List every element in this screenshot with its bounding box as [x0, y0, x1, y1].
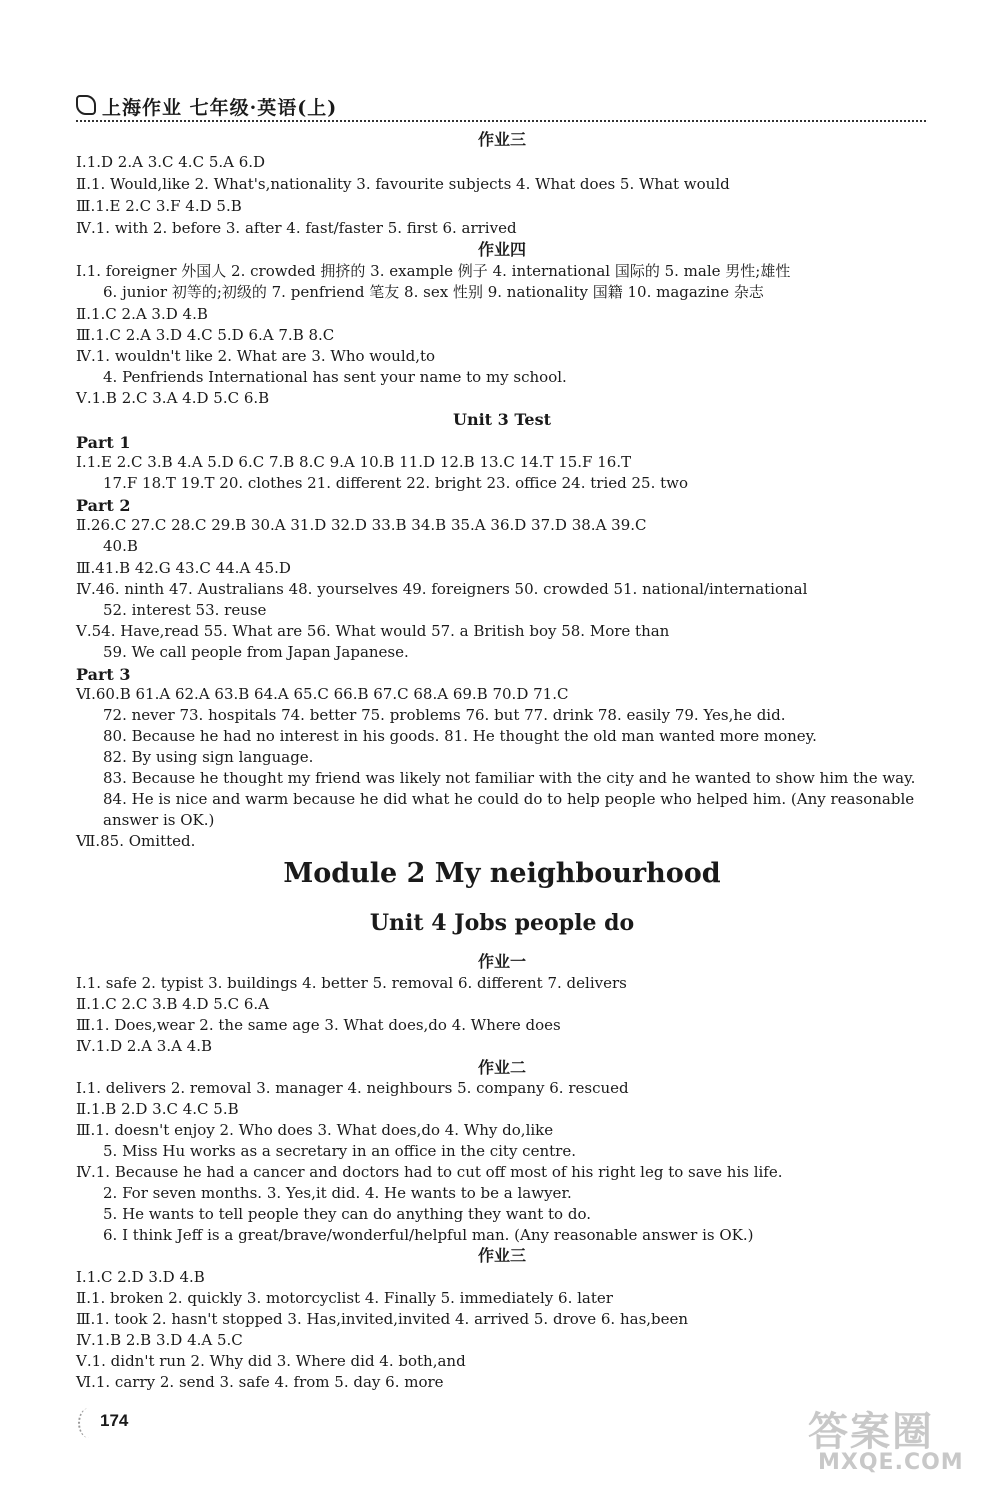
section-heading: Unit 3 Test: [453, 410, 551, 429]
answer-line: 17.F 18.T 19.T 20. clothes 21. different 22. bright 23. office 24. tried 25. two: [103, 474, 689, 492]
answer-line: Ⅲ.1.C 2.A 3.D 4.C 5.D 6.A 7.B 8.C: [76, 326, 335, 344]
watermark-url: MXQE.COM: [818, 1450, 964, 1475]
answer-line: Ⅱ.1. broken 2. quickly 3. motorcyclist 4. Finally 5. immediately 6. later: [76, 1289, 613, 1307]
answer-line: 80. Because he had no interest in his goods. 81. He thought the old man wanted more money.: [103, 727, 817, 745]
answer-line: 40.B: [103, 537, 138, 555]
answer-line: Ⅲ.1. took 2. hasn't stopped 3. Has,invited,invited 4. arrived 5. drove 6. has,been: [76, 1310, 689, 1328]
answer-line: Ⅲ.41.B 42.G 43.C 44.A 45.D: [76, 559, 291, 577]
answer-line: 59. We call people from Japan Japanese.: [103, 643, 409, 661]
answer-line: Ⅱ.1. Would,like 2. What's,nationality 3. favourite subjects 4. What does 5. What would: [76, 175, 730, 193]
answer-line: 52. interest 53. reuse: [103, 601, 267, 619]
answer-line: Ⅲ.1.E 2.C 3.F 4.D 5.B: [76, 197, 242, 215]
header-dotted-rule: [76, 120, 926, 122]
book-logo-icon: [76, 95, 96, 115]
answer-line: Ⅰ.1. safe 2. typist 3. buildings 4. better 5. removal 6. different 7. delivers: [76, 974, 627, 992]
answer-line: Ⅱ.26.C 27.C 28.C 29.B 30.A 31.D 32.D 33.B 34.B 35.A 36.D 37.D 38.A 39.C: [76, 516, 647, 534]
answer-line: Ⅱ.1.C 2.A 3.D 4.B: [76, 305, 208, 323]
answer-line: Ⅳ.1. Because he had a cancer and doctors had to cut off most of his right leg to save his life.: [76, 1163, 783, 1181]
answer-line: Ⅴ.54. Have,read 55. What are 56. What would 57. a British boy 58. More than: [76, 622, 670, 640]
section-heading: 作业二: [477, 1058, 526, 1077]
answer-line: 83. Because he thought my friend was likely not familiar with the city and he wanted to show him the way.: [103, 769, 916, 787]
answer-line: Ⅳ.1. wouldn't like 2. What are 3. Who would,to: [76, 347, 436, 365]
answer-line: Ⅵ.1. carry 2. send 3. safe 4. from 5. day 6. more: [76, 1373, 444, 1391]
module-title: Module 2 My neighbourhood: [283, 858, 721, 889]
answer-line: Ⅱ.1.C 2.C 3.B 4.D 5.C 6.A: [76, 995, 269, 1013]
answer-line: 5. Miss Hu works as a secretary in an office in the city centre.: [103, 1142, 576, 1160]
page-number-decoration: [78, 1408, 100, 1438]
answer-line: Ⅰ.1.C 2.D 3.D 4.B: [76, 1268, 205, 1286]
answer-line: 4. Penfriends International has sent your name to my school.: [103, 368, 567, 386]
answer-line: Ⅳ.1. with 2. before 3. after 4. fast/faster 5. first 6. arrived: [76, 219, 517, 237]
page-header: [76, 93, 926, 123]
answer-line: Ⅴ.1.B 2.C 3.A 4.D 5.C 6.B: [76, 389, 270, 407]
answer-line: Ⅲ.1. Does,wear 2. the same age 3. What does,do 4. Where does: [76, 1016, 561, 1034]
part-heading: Part 3: [76, 665, 131, 684]
answer-line: answer is OK.): [103, 811, 215, 829]
section-heading: 作业四: [477, 240, 526, 259]
watermark-logo-text: 答案圈: [808, 1409, 934, 1455]
answer-line: Ⅲ.1. doesn't enjoy 2. Who does 3. What does,do 4. Why do,like: [76, 1121, 554, 1139]
answer-line: 2. For seven months. 3. Yes,it did. 4. He wants to be a lawyer.: [103, 1184, 572, 1202]
answer-line: Ⅰ.1.E 2.C 3.B 4.A 5.D 6.C 7.B 8.C 9.A 10.B 11.D 12.B 13.C 14.T 15.F 16.T: [76, 453, 632, 471]
answer-line: 82. By using sign language.: [103, 748, 314, 766]
answer-line: 84. He is nice and warm because he did what he could do to help people who helped him. (Any reasonable: [103, 790, 915, 808]
answer-line: Ⅰ.1. foreigner 外国人 2. crowded 拥挤的 3. example 例子 4. international 国际的 5. male 男性;雄性: [76, 262, 791, 280]
answer-line: Ⅵ.60.B 61.A 62.A 63.B 64.A 65.C 66.B 67.C 68.A 69.B 70.D 71.C: [76, 685, 569, 703]
section-heading: 作业三: [477, 130, 526, 149]
answer-line: Ⅰ.1. delivers 2. removal 3. manager 4. neighbours 5. company 6. rescued: [76, 1079, 629, 1097]
page-number: 174: [100, 1411, 129, 1430]
answer-line: Ⅶ.85. Omitted.: [76, 832, 196, 850]
answer-line: Ⅳ.1.B 2.B 3.D 4.A 5.C: [76, 1331, 243, 1349]
part-heading: Part 1: [76, 433, 131, 452]
section-heading: 作业三: [477, 1246, 526, 1265]
answer-line: Ⅰ.1.D 2.A 3.C 4.C 5.A 6.D: [76, 153, 266, 171]
header-title: 上海作业 七年级·英语(上): [102, 97, 338, 119]
part-heading: Part 2: [76, 496, 131, 515]
answer-line: 5. He wants to tell people they can do anything they want to do.: [103, 1205, 591, 1223]
answer-line: Ⅳ.1.D 2.A 3.A 4.B: [76, 1037, 213, 1055]
watermark: [800, 1400, 990, 1480]
answer-line: Ⅴ.1. didn't run 2. Why did 3. Where did 4. both,and: [76, 1352, 466, 1370]
answer-line: 72. never 73. hospitals 74. better 75. problems 76. but 77. drink 78. easily 79. Yes,he did.: [103, 706, 786, 724]
answer-line: Ⅱ.1.B 2.D 3.C 4.C 5.B: [76, 1100, 239, 1118]
unit-title: Unit 4 Jobs people do: [369, 910, 635, 936]
section-heading: 作业一: [477, 952, 526, 971]
answer-line: 6. junior 初等的;初级的 7. penfriend 笔友 8. sex 性别 9. nationality 国籍 10. magazine 杂志: [103, 283, 764, 301]
answer-line: 6. I think Jeff is a great/brave/wonderful/helpful man. (Any reasonable answer is OK.): [103, 1226, 754, 1244]
answer-line: Ⅳ.46. ninth 47. Australians 48. yourselves 49. foreigners 50. crowded 51. national/international: [76, 580, 808, 598]
